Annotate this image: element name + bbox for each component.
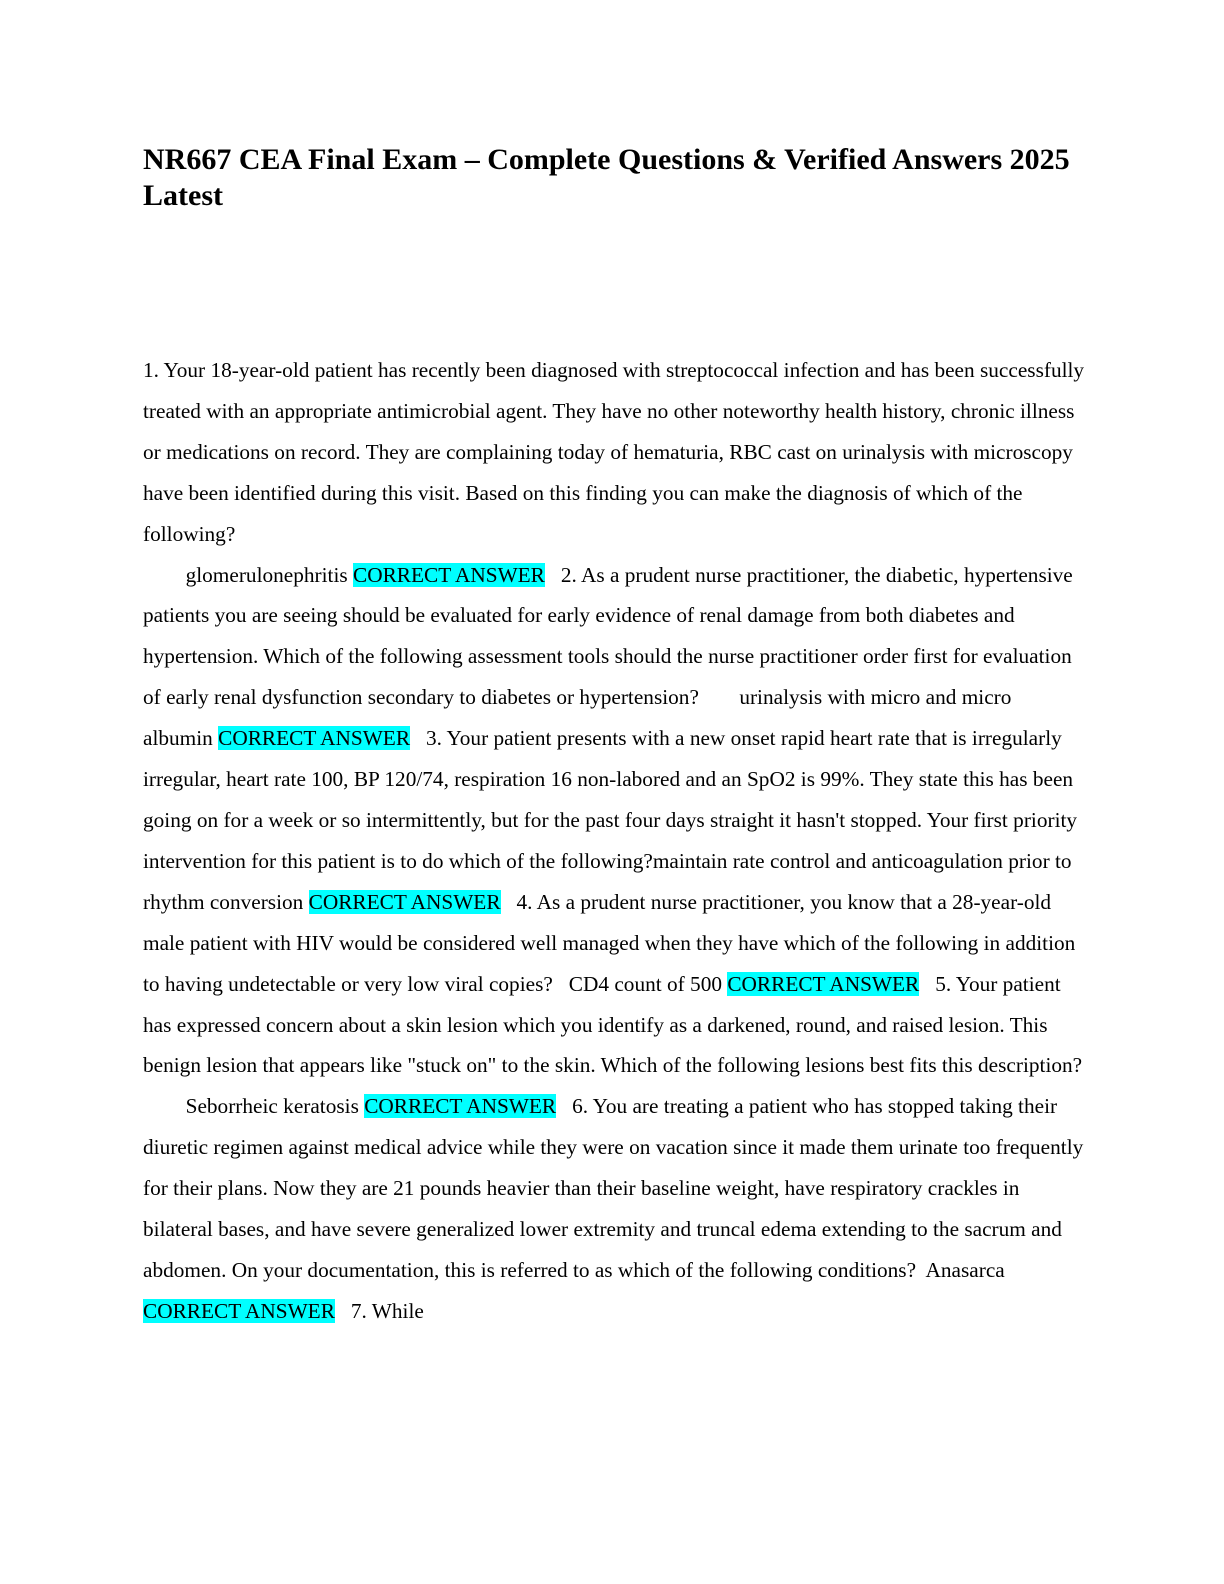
answer-6: Anasarca (925, 1257, 1011, 1282)
correct-answer-badge: CORRECT ANSWER (364, 1094, 557, 1119)
correct-answer-badge: CORRECT ANSWER (352, 562, 545, 587)
question-3: 3. Your patient presents with a new onset rapid heart rate that is irregularly irregular, heart rate 100, BP 120/74, respiration 16 non-labored and an SpO2 is 99%. They state this has been going on for a week or so intermittently, but for the past four days straight it hasn't stopped. Your first priority intervention for this patient is to do which of the following? (143, 726, 1083, 873)
document-title: NR667 CEA Final Exam – Complete Questions & Verified Answers 2025 Latest (143, 143, 1070, 212)
question-2: 2. As a prudent nurse practitioner, the diabetic, hypertensive patients you are seeing should be evaluated for early evidence of renal damage from both diabetes and hypertension. Which of the following assessment tools should the nurse practitioner order first for evaluation of early renal dysfunction secondary to diabetes or hypertension? (143, 562, 1079, 710)
answer-3: maintain rate control and anticoagulation prior to rhythm conversion (143, 848, 1077, 914)
question-1: 1. Your 18-year-old patient has recently been diagnosed with streptococcal infection and has been successfully treated with an appropriate antimicrobial agent. They have no other noteworthy health history, chronic illness or medications on record. They are complaining today of hematuria, RBC cast on urinalysis with microscopy have been identified during this visit. Based on this finding you can make the diagnosis of which of the following? (143, 358, 1085, 546)
correct-answer-badge: CORRECT ANSWER (143, 1298, 335, 1323)
question-6: 6. You are treating a patient who has stopped taking their diuretic regimen against medical advice while they were on vacation since it made them urinate too frequently for their plans. Now they are 21 pounds heavier than their baseline weight, have respiratory crackles in bilateral bases, and have severe generalized lower extremity and truncal edema extending to the sacrum and abdomen. On your documentation, this is referred to as which of the following conditions? (143, 1094, 1089, 1282)
document-body (143, 350, 1089, 1332)
answer-4: CD4 count of 500 (568, 971, 728, 996)
answer-2: urinalysis with micro and micro albumin (143, 685, 1017, 751)
question-5: 5. Your patient has expressed concern about a skin lesion which you identify as a darkened, round, and raised lesion. This benign lesion that appears like "stuck on" to the skin. Which of the following lesions best fits this description? (143, 971, 1083, 1078)
question-7: 7. While (350, 1298, 424, 1323)
answer-5: Seborrheic keratosis (185, 1094, 365, 1119)
answer-1: glomerulonephritis (185, 562, 353, 587)
correct-answer-badge: CORRECT ANSWER (308, 889, 501, 914)
correct-answer-badge: CORRECT ANSWER (727, 971, 920, 996)
question-4: 4. As a prudent nurse practitioner, you know that a 28-year-old male patient with HIV would be considered well managed when they have which of the following in addition to having undetectable or very low viral copies? (143, 889, 1081, 996)
correct-answer-badge: CORRECT ANSWER (218, 726, 411, 751)
